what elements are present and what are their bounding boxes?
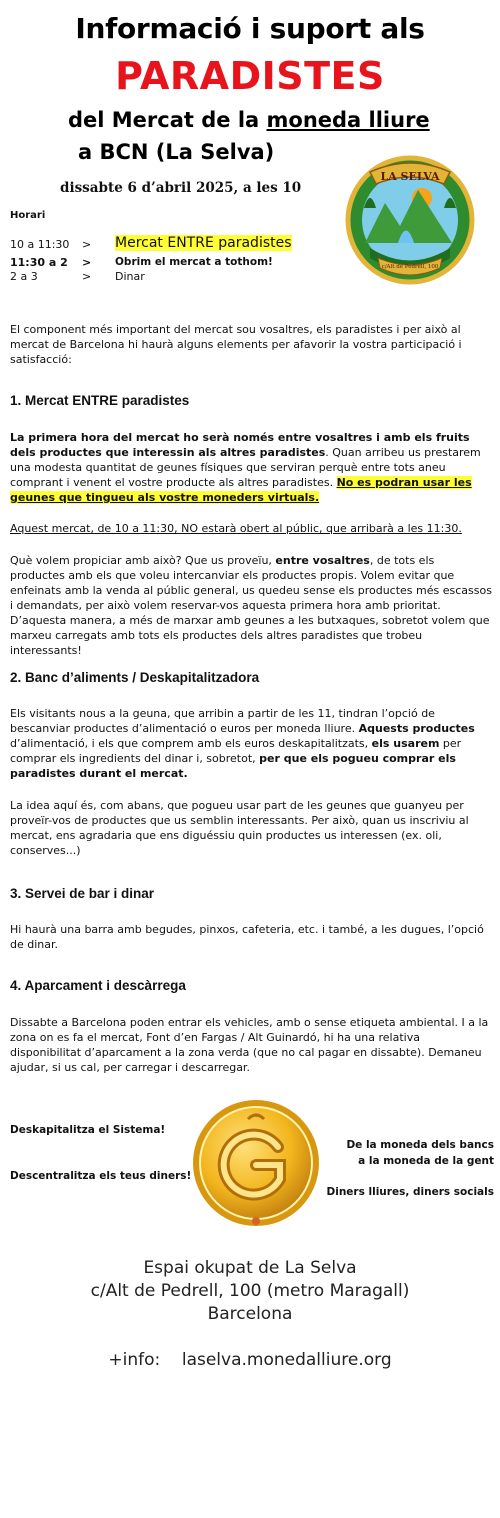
title-line-3 xyxy=(68,108,430,132)
section-1-paragraph-2: Aquest mercat, de 10 a 11:30, NO estarà obert al públic, que arribarà a les 11:30. xyxy=(10,522,462,535)
text: Què volem propiciar amb això? Que us proveïu, xyxy=(10,554,276,567)
section-2-title: 2. Banc d’aliments / Deskapitalitzadora xyxy=(10,670,260,685)
footer-address xyxy=(0,1257,500,1326)
schedule-arrow: > xyxy=(82,238,92,251)
slogan-moneda-bancs: De la moneda dels bancs xyxy=(346,1139,494,1151)
section-1-paragraph-3 xyxy=(10,553,492,658)
section-4-title: 4. Aparcament i descàrrega xyxy=(10,978,186,993)
geuna-coin-icon xyxy=(190,1097,322,1229)
la-selva-logo xyxy=(340,148,480,288)
slogan-diners-lliures: Diners lliures, diners socials xyxy=(326,1186,494,1198)
title-line-4: a BCN (La Selva) xyxy=(78,140,275,164)
section-3-title: 3. Servei de bar i dinar xyxy=(10,886,155,901)
intro-paragraph: El component més important del mercat sou vosaltres, els paradistes i per això al mercat de Barcelona hi haurà alguns elements per afavorir la vostra participació i satisfacció: xyxy=(10,323,462,366)
schedule-arrow: > xyxy=(82,270,92,283)
event-date: dissabte 6 d’abril 2025, a les 10 xyxy=(60,180,302,196)
section-1-title: 1. Mercat ENTRE paradistes xyxy=(10,393,190,408)
section-2-paragraph-2: La idea aquí és, com abans, que pogueu usar part de les geunes que guanyeu per proveïr-vos de productes que us semblin interessants. Per això, quan us inscriviu al mercat, ens agradaria que ens diguéssiu quin productes us interessen (ex. oli, conserves...) xyxy=(10,799,469,857)
title-line-1: Informació i suport als xyxy=(75,12,425,45)
section-1-paragraph-1 xyxy=(10,430,492,505)
slogan-descentralitza: Descentralitza els teus diners! xyxy=(10,1170,192,1182)
bold-text: La primera hora del mercat ho serà només entre vosaltres i amb els fruits dels productes que interessin als altres paradistes xyxy=(10,431,470,459)
section-4-paragraph-1: Dissabte a Barcelona poden entrar els vehicles, amb o sense etiqueta ambiental. I a la zona on es fa el mercat, Font d’en Fargas / Alt Guinardó, hi ha una relativa disponibilitat d’aparcament a la zona verda (que no cal pagar en dissabte). Demaneu ajudar, si us cal, per carregar i descarregar. xyxy=(10,1016,489,1074)
footer-line-3: Barcelona xyxy=(207,1304,293,1324)
slogan-moneda-gent: a la moneda de la gent xyxy=(358,1155,494,1167)
bold-text: els usarem xyxy=(371,737,440,750)
schedule-time: 10 a 11:30 xyxy=(10,238,70,251)
bold-text: per que els pogueu comprar els paradistes durant el mercat. xyxy=(10,752,456,780)
schedule-time: 11:30 a 2 xyxy=(10,256,68,269)
horari-label: Horari xyxy=(10,210,46,221)
info-link[interactable]: laselva.monedalliure.org xyxy=(181,1350,392,1370)
footer-line-2: c/Alt de Pedrell, 100 (metro Maragall) xyxy=(90,1281,410,1301)
schedule-desc: Dinar xyxy=(115,270,145,283)
footer-line-1: Espai okupat de La Selva xyxy=(143,1258,357,1278)
highlight-text: No es podran usar les geunes que tingueu als vostre moneders virtuals. xyxy=(10,476,472,504)
slogan-deskapitalitza: Deskapitalitza el Sistema! xyxy=(10,1124,166,1136)
info-label: +info: xyxy=(108,1350,161,1370)
text: . Quan arribeu us prestarem una modesta quantitat de geunes físiques que serviran perquè entre tots aneu comprant i venent el vostre producte als altres paradistes. xyxy=(10,446,481,489)
bold-text: entre vosaltres xyxy=(275,554,370,567)
text: d’alimentació, i els que comprem amb els euros deskapitalitzats, xyxy=(10,737,372,750)
section-3-paragraph-1: Hi haurà una barra amb begudes, pinxos, cafeteria, etc. i també, a les dugues, l’opció de dinar. xyxy=(10,923,484,951)
schedule-time: 2 a 3 xyxy=(10,270,38,283)
title-moneda-lliure: moneda lliure xyxy=(266,108,430,132)
schedule-arrow: > xyxy=(82,256,92,269)
title-line-3-prefix: del Mercat de la xyxy=(68,108,267,132)
section-2-paragraph-1 xyxy=(10,706,492,781)
title-paradistes: PARADISTES xyxy=(115,54,385,98)
logo-text-top: LA SELVA xyxy=(380,170,440,183)
schedule-desc: Mercat ENTRE paradistes xyxy=(115,235,292,251)
footer-info xyxy=(0,1350,500,1370)
bold-text: Aquests productes xyxy=(358,722,475,735)
text: per comprar els ingredients del dinar i, sobretot, xyxy=(10,737,462,765)
text: , de tots els productes amb els que voleu intercanviar els productes propis. Volem evitar que enfeinats amb la venda al públic general, us quedeu sense els productes més escassos i demandats, per això volem reservar-vos aquesta primera hora amb prioritat. D’aquesta manera, a més de marxar amb geunes a les butxaques, sobretot volem que marxeu carregats amb tots els productes dels altres paradistes que trobeu interessants! xyxy=(10,554,492,657)
logo-text-bottom: c/Alt de Pedrell, 100 xyxy=(381,264,439,270)
schedule-desc: Obrim el mercat a tothom! xyxy=(115,256,273,268)
text: Els visitants nous a la geuna, que arribin a partir de les 11, tindran l’opció de bescanviar productes d’alimentació o euros per moneda lliure. xyxy=(10,707,435,735)
